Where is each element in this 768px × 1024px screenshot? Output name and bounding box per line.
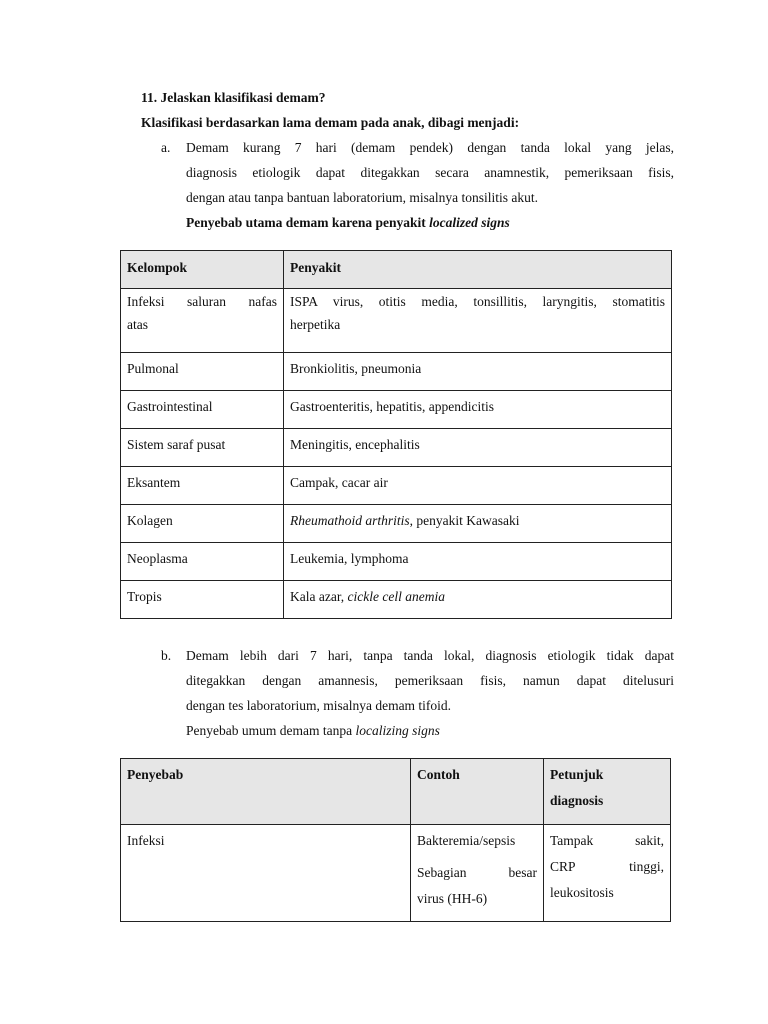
table1-disease-cell: Leukemia, lymphoma — [284, 543, 672, 581]
table1-caption-italic: localized signs — [429, 215, 510, 230]
table2-contoh-2-line-2: virus (HH-6) — [417, 891, 488, 906]
table1-disease-italic: Rheumathoid arthritis — [290, 513, 410, 528]
table1-group-cell — [121, 289, 284, 353]
table1-group-cell: Pulmonal — [121, 353, 284, 391]
table1-disease-line-1: ISPA virus, otitis media, tonsillitis, laryngitis, stomatitis — [290, 294, 665, 309]
table-row — [121, 429, 672, 467]
table1-disease-cell — [284, 581, 672, 619]
table-localizing-signs — [120, 758, 671, 922]
table1-disease-line-2: herpetika — [290, 317, 341, 332]
table2-penyebab-cell: Infeksi — [121, 825, 411, 922]
table1-group-line-2: atas — [127, 317, 148, 332]
item-a-marker: a. — [161, 140, 171, 155]
question-heading: 11. Jelaskan klasifikasi demam? — [141, 90, 326, 105]
item-b-line-3: dengan tes laboratorium, misalnya demam tifoid. — [186, 698, 452, 713]
table1-group-line-1: Infeksi saluran nafas — [127, 294, 277, 309]
table1-header-penyakit: Penyakit — [284, 251, 672, 289]
table2-petunjuk-line-3: leukositosis — [550, 885, 614, 900]
item-b-line-2: ditegakkan dengan amannesis, pemeriksaan fisis, namun dapat ditelusuri — [186, 673, 674, 688]
table2-caption-text: Penyebab umum demam tanpa — [186, 723, 356, 738]
table1-header-kelompok: Kelompok — [121, 251, 284, 289]
table-row — [121, 505, 672, 543]
table2-header-petunjuk — [544, 759, 671, 825]
table2-petunjuk-line-1: Tampak sakit, — [550, 833, 664, 848]
table1-disease-cell — [284, 505, 672, 543]
table2-contoh-cell — [411, 825, 544, 922]
table1-group-cell: Sistem saraf pusat — [121, 429, 284, 467]
table2-header-petunjuk-line-2: diagnosis — [550, 793, 604, 808]
table2-header-penyebab: Penyebab — [121, 759, 411, 825]
table1-disease-cell — [284, 289, 672, 353]
item-b-line-1: Demam lebih dari 7 hari, tanpa tanda lokal, diagnosis etiologik tidak dapat — [186, 648, 674, 663]
table1-disease-rest: , penyakit Kawasaki — [409, 513, 520, 528]
table1-group-cell: Eksantem — [121, 467, 284, 505]
table1-group-cell: Tropis — [121, 581, 284, 619]
table1-caption — [186, 214, 510, 231]
table2-petunjuk-line-2: CRP tinggi, — [550, 859, 664, 874]
table1-caption-text: Penyebab utama demam karena penyakit — [186, 215, 430, 230]
table1-group-cell: Neoplasma — [121, 543, 284, 581]
table1-disease-cell: Gastroenteritis, hepatitis, appendicitis — [284, 391, 672, 429]
table-row — [121, 825, 671, 922]
table2-caption — [186, 722, 440, 739]
table2-header-row — [121, 759, 671, 825]
table1-group-cell: Kolagen — [121, 505, 284, 543]
table2-contoh-2-line-1: Sebagian besar — [417, 865, 537, 880]
table1-disease-italic: cickle cell anemia — [347, 589, 445, 604]
intro-text: Klasifikasi berdasarkan lama demam pada anak, dibagi menjadi: — [141, 115, 520, 130]
table2-caption-italic: localizing signs — [355, 723, 440, 738]
item-a-line-2: diagnosis etiologik dapat ditegakkan secara anamnestik, pemeriksaan fisis, — [186, 165, 674, 180]
table1-disease-cell: Campak, cacar air — [284, 467, 672, 505]
table-localized-signs — [120, 250, 672, 619]
item-b-marker: b. — [161, 648, 172, 663]
table-row — [121, 391, 672, 429]
table-row — [121, 353, 672, 391]
table2-header-contoh: Contoh — [411, 759, 544, 825]
table1-disease-prefix: Kala azar, — [290, 589, 348, 604]
table2-petunjuk-cell — [544, 825, 671, 922]
table2-contoh-1: Bakteremia/sepsis — [417, 833, 516, 848]
table-row — [121, 467, 672, 505]
table1-header-row — [121, 251, 672, 289]
table2-header-petunjuk-line-1: Petunjuk — [550, 767, 604, 782]
table-row — [121, 289, 672, 353]
table1-group-cell: Gastrointestinal — [121, 391, 284, 429]
table-row — [121, 543, 672, 581]
item-a-line-3: dengan atau tanpa bantuan laboratorium, misalnya tonsilitis akut. — [186, 190, 539, 205]
table1-disease-cell: Bronkiolitis, pneumonia — [284, 353, 672, 391]
table-row — [121, 581, 672, 619]
item-a-line-1: Demam kurang 7 hari (demam pendek) dengan tanda lokal yang jelas, — [186, 140, 674, 155]
table1-disease-cell: Meningitis, encephalitis — [284, 429, 672, 467]
